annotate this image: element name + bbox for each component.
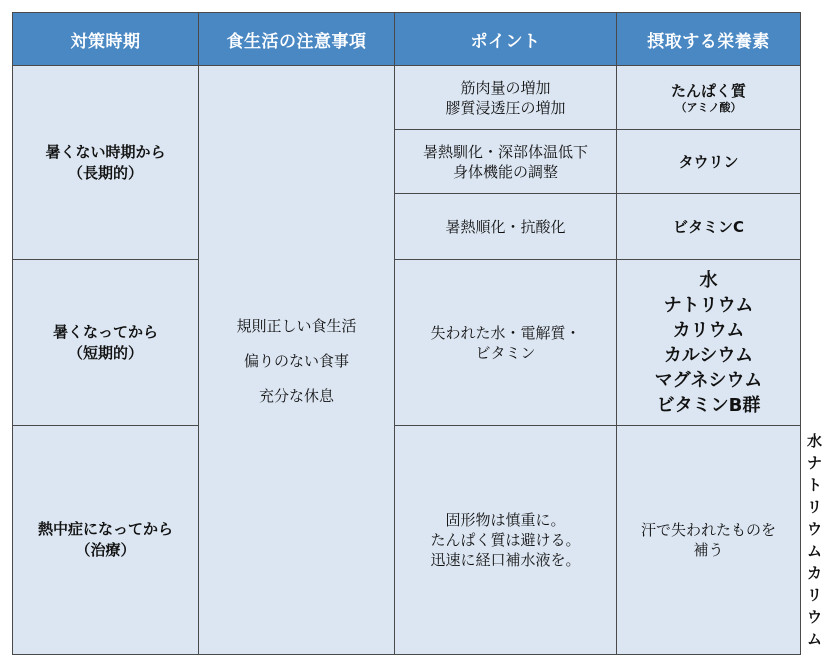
nutrient-item: マグネシウム xyxy=(654,369,763,391)
header-diet: 食生活の注意事項 xyxy=(199,13,395,66)
phase-heatstroke xyxy=(13,426,199,655)
diet-item: 偏りのない食事 xyxy=(243,351,349,370)
phase-before-hot xyxy=(13,66,199,260)
point-text: 汗で失われたものを xyxy=(640,521,776,539)
diet-item: 規則正しい食生活 xyxy=(236,316,357,335)
nutrient-item: カリウム xyxy=(672,319,745,341)
diet-item: 充分な休息 xyxy=(258,386,334,405)
nutrient-taurine: タウリン xyxy=(678,152,739,171)
phase-term: （短期的） xyxy=(67,343,143,362)
nutrient-protein: たんぱく質 xyxy=(670,81,746,100)
point-cell xyxy=(395,66,617,130)
nutrient-item: カルシウム xyxy=(663,344,754,366)
table-row xyxy=(13,66,801,130)
point-cell xyxy=(395,130,617,194)
point-cell xyxy=(617,426,801,655)
point-text: 膠質浸透圧の増加 xyxy=(445,98,566,117)
nutrient-item: ナトリウム xyxy=(663,294,754,316)
phase-label: 暑くなってから xyxy=(52,322,158,341)
phase-term: （治療） xyxy=(75,541,136,559)
diet-common-cell xyxy=(199,66,395,655)
diet-item: たんぱく質は避ける。 xyxy=(430,531,581,549)
phase-term: （長期的） xyxy=(67,163,143,182)
header-row xyxy=(13,13,801,66)
phase-hot xyxy=(13,260,199,426)
table-row: 熱中症になってから （治療） 固形物は慎重に。 たんぱく質は避ける。 迅速に経口補水液を。 汗で失われたものを 補う 水 ナトリウム カリウム xyxy=(13,426,801,655)
point-text: 失われた水・電解質・ xyxy=(430,323,581,342)
diet-item: 迅速に経口補水液を。 xyxy=(430,551,581,569)
heat-countermeasure-table xyxy=(12,12,822,655)
point-cell xyxy=(395,194,617,260)
phase-label: 熱中症になってから xyxy=(37,520,173,538)
nutrient-cell xyxy=(617,194,801,260)
point-text: 身体機能の調整 xyxy=(452,162,558,181)
diet-heatstroke-cell xyxy=(395,426,617,655)
point-text: 補う xyxy=(693,541,724,559)
phase-label: 暑くない時期から xyxy=(45,142,166,161)
header-nutrients: 摂取する栄養素 xyxy=(617,13,801,66)
header-point: ポイント xyxy=(395,13,617,66)
nutrient-cell xyxy=(617,130,801,194)
nutrient-vitamin-c: ビタミンC xyxy=(672,217,744,236)
point-text: 筋肉量の増加 xyxy=(460,78,551,97)
point-text: ビタミン xyxy=(475,343,536,362)
table-row xyxy=(13,260,801,426)
point-text: 暑熱馴化・深部体温低下 xyxy=(422,142,588,161)
nutrient-item: ビタミンB群 xyxy=(656,394,761,416)
diet-item: 固形物は慎重に。 xyxy=(445,511,566,529)
header-period: 対策時期 xyxy=(13,13,199,66)
nutrient-item: 水 xyxy=(699,269,718,291)
point-cell xyxy=(395,260,617,426)
nutrient-protein-sub: （アミノ酸） xyxy=(675,100,742,114)
nutrient-cell xyxy=(617,66,801,130)
point-text: 暑熱順化・抗酸化 xyxy=(445,217,566,236)
nutrient-cell xyxy=(617,260,801,426)
